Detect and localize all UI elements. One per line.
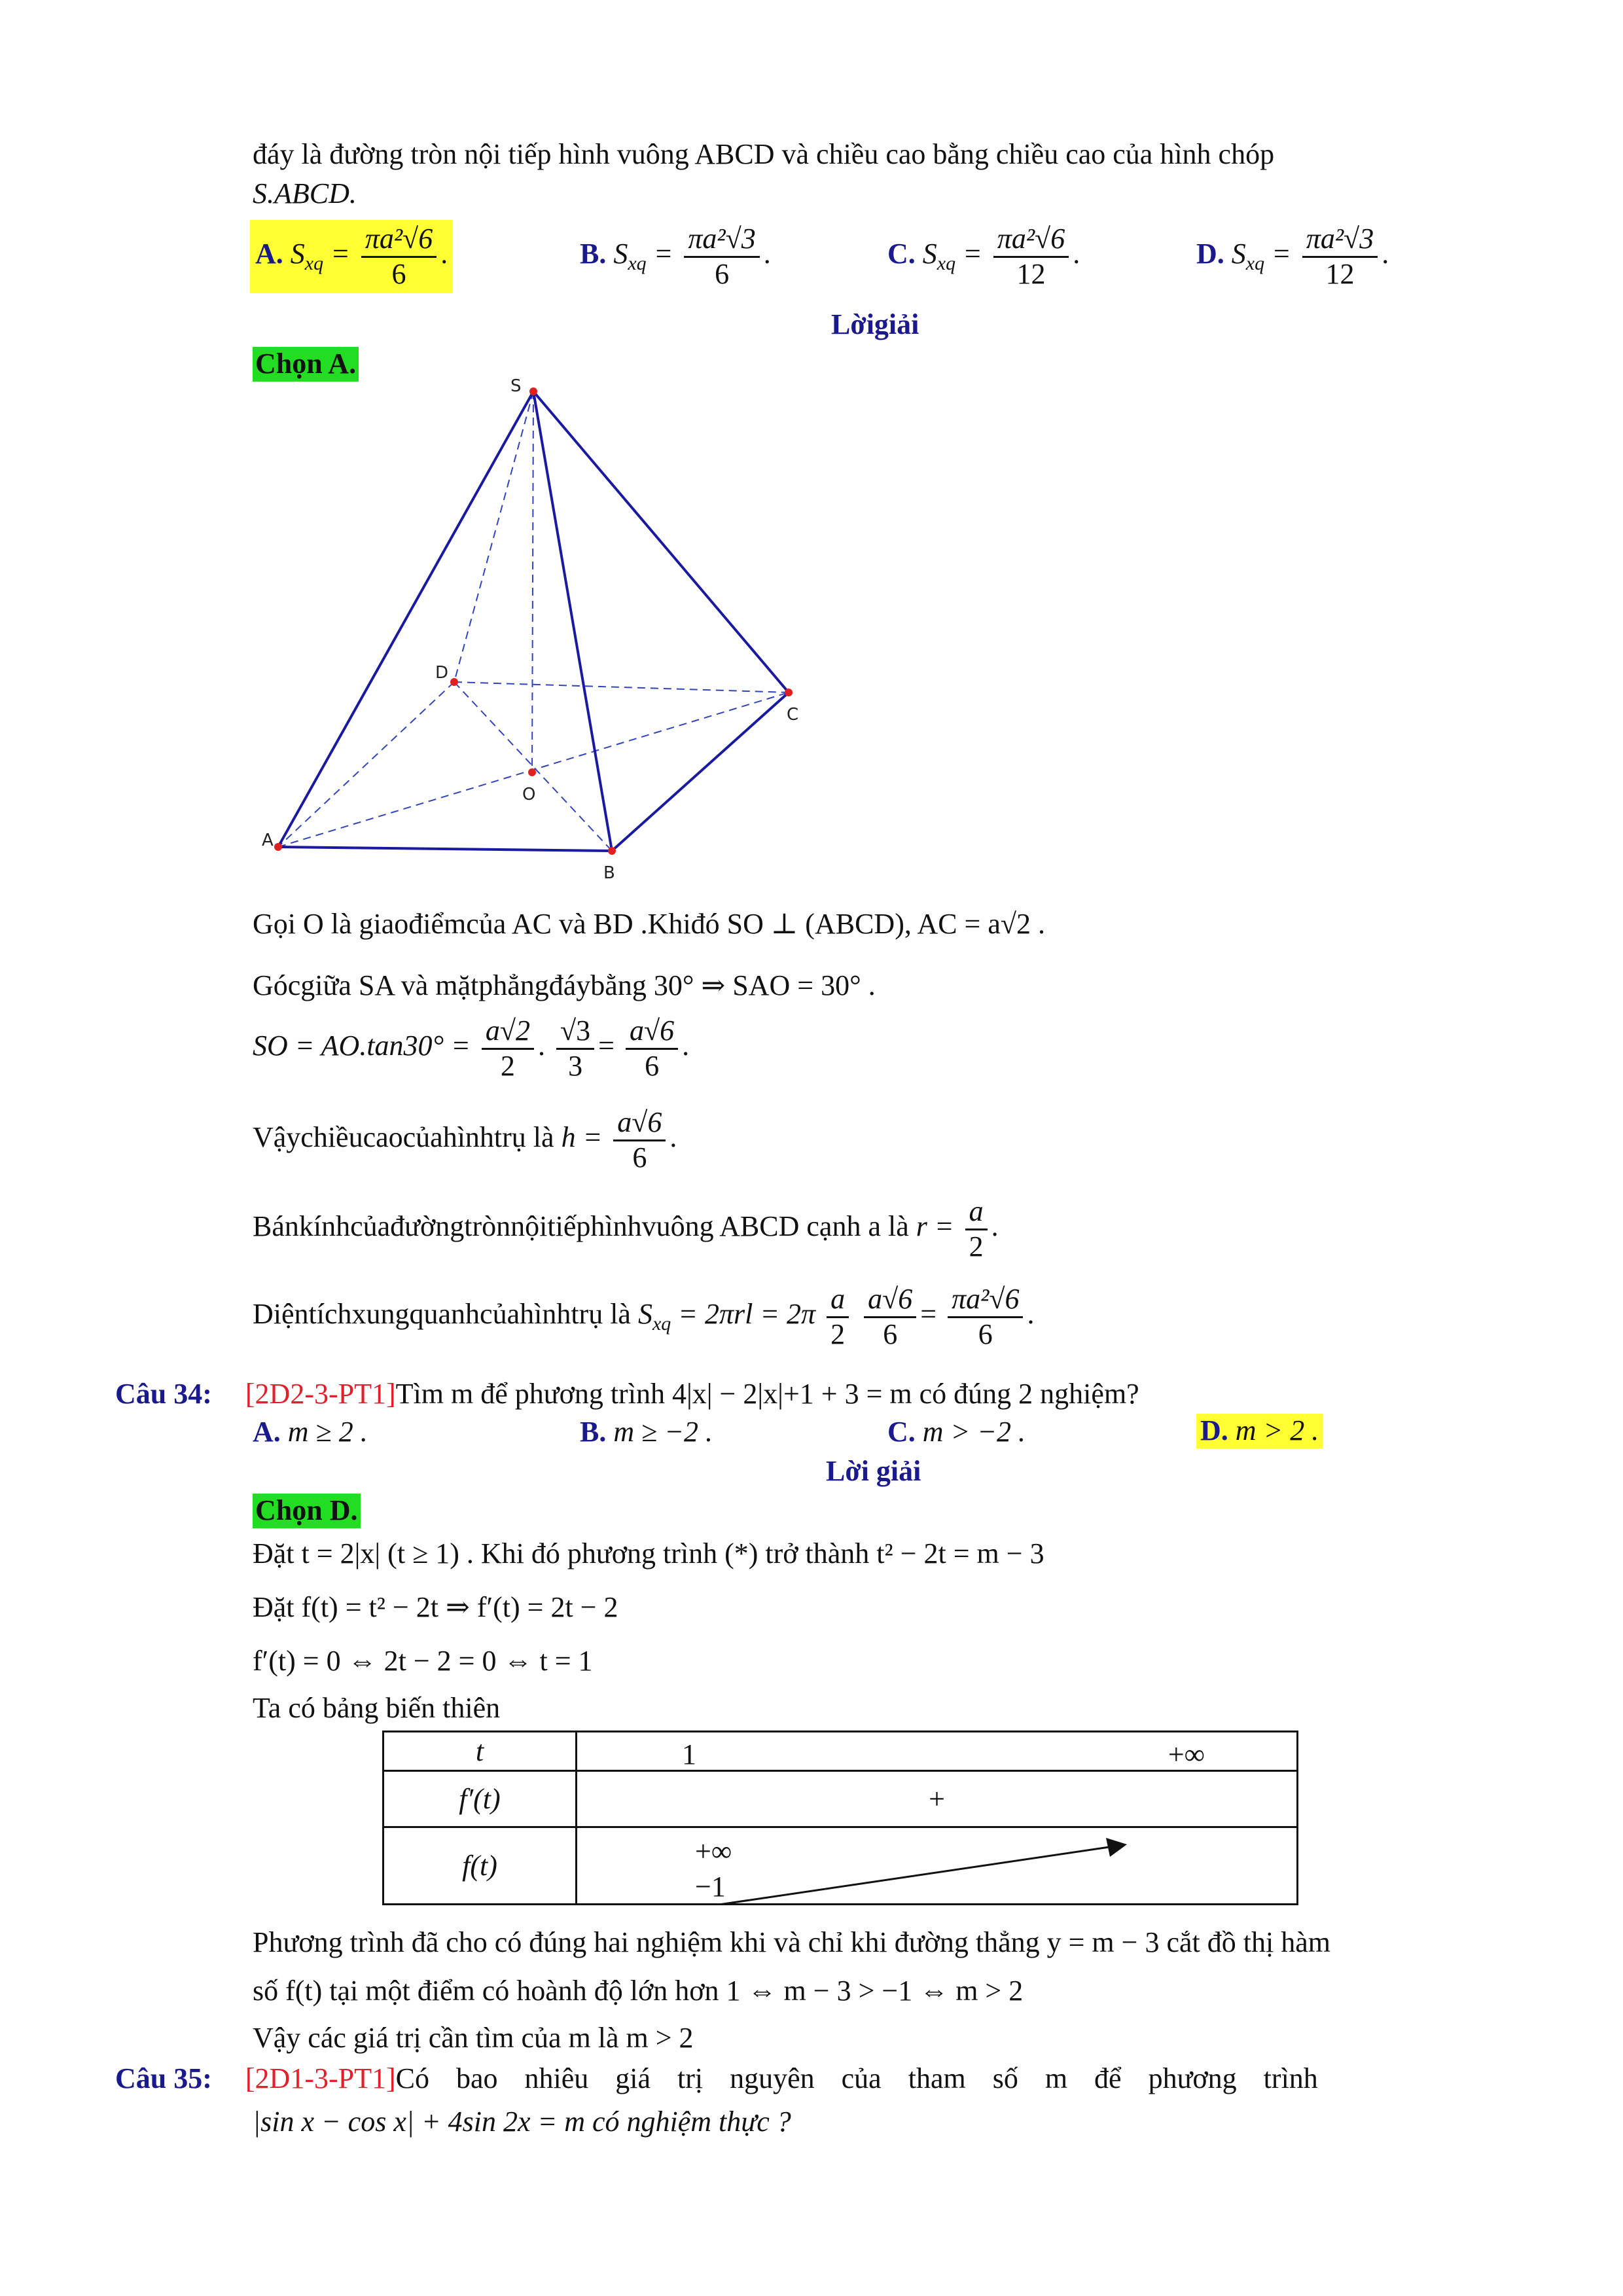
sol1-line-1: Gọi O là giaođiểmcủa AC và BD .Khiđó SO ⊥ (ABCD), AC = a√2 . (253, 908, 1046, 940)
sol1-h-num: a√6 (613, 1106, 666, 1141)
edge-bc (612, 692, 789, 851)
variation-table (382, 1731, 1298, 1905)
table-increase-arrow (577, 1828, 1304, 1905)
q34-label: Câu 34: (115, 1378, 212, 1410)
sol1-f1-num: a√2 (482, 1014, 534, 1050)
edge-sa (278, 391, 536, 847)
choice-d-den: 12 (1325, 257, 1355, 290)
choice-c-num: πa²√6 (993, 223, 1069, 258)
table-f-row (577, 1827, 1298, 1905)
sol1-line-3: SO = AO.tan30° = $\frac{a√2}{2}$ . $\frac{√3}{3}$ = $\frac{a√6}{6}$ . (253, 1014, 690, 1082)
q34-choice-d-val: m > 2 . (1235, 1414, 1319, 1446)
sol1-f1-den: 2 (500, 1049, 515, 1082)
choice-b-num: πa²√3 (684, 223, 759, 258)
choice-b-label: B. (580, 238, 607, 270)
q35-line-2: |sin x − cos x| + 4sin 2x = m có nghiệm thực ? (253, 2106, 791, 2138)
choice-d: D. $S_{xq}$ = $\frac{\text{πa²√3}}{12}$ . (1196, 223, 1389, 290)
q34-code: [2D2-3-PT1] (245, 1378, 396, 1410)
q35-code: [2D1-3-PT1] (245, 2062, 396, 2094)
label-d: D (435, 663, 449, 683)
q34-text: Tìm m để phương trình 4|x| − 2|x|+1 + 3 = m có đúng 2 nghiệm? (395, 1378, 1139, 1410)
sol1-f6-den: 6 (978, 1318, 993, 1350)
sol1-r-den: 2 (969, 1230, 984, 1263)
sol1-r-num: a (965, 1195, 988, 1230)
edge-sd (454, 391, 533, 682)
q34-choice-d-label: D. (1200, 1414, 1228, 1446)
table-f-bottom: −1 (695, 1871, 726, 1903)
solution-heading-1: Lờigiải (831, 308, 919, 340)
sol1-line-4-h: h = (561, 1121, 603, 1154)
choice-c-den: 12 (1016, 257, 1046, 290)
label-a: A (262, 831, 274, 850)
q34-choice-d (1196, 1414, 1323, 1448)
sol1-f5-den: 6 (883, 1318, 898, 1350)
sol1-f4-num: a (827, 1283, 849, 1318)
q34-choice-b-val: m ≥ −2 . (613, 1416, 713, 1448)
sol1-h-den: 6 (632, 1141, 647, 1174)
sol2-line-6: số f(t) tại một điểm có hoành độ lớn hơn 1 ⇔ m − 3 > −1 ⇔ m > 2 (253, 1975, 1024, 2007)
q35-line (115, 2062, 1512, 2096)
table-t-row (577, 1732, 1298, 1771)
choice-b-den: 6 (715, 257, 730, 290)
sol1-f3-den: 6 (645, 1049, 660, 1082)
intro-line-1: đáy là đường tròn nội tiếp hình vuông ABCD và chiều cao bằng chiều cao của hình chóp (253, 138, 1275, 170)
label-c: C (787, 705, 799, 725)
choice-c: C. $S_{xq}$ = $\frac{\text{πa²√6}}{12}$ . (887, 223, 1080, 290)
sol1-line-5-text: Bánkínhcủađườngtrònnộitiếphìnhvuông ABCD cạnh a là (253, 1210, 909, 1243)
pyramid-diagram (249, 373, 838, 897)
point-b (608, 847, 616, 855)
sol1-line-6-mid: = 2πrl = 2π (678, 1298, 816, 1331)
point-a (274, 843, 282, 851)
sol1-line-5: Bánkínhcủađườngtrònnộitiếphìnhvuông ABCD cạnh a là r = $\frac{a}{2}$ . (253, 1195, 999, 1263)
edge-da (278, 682, 454, 847)
sol2-line-2: Đặt f(t) = t² − 2t ⇒ f′(t) = 2t − 2 (253, 1591, 618, 1623)
q34-choice-a (253, 1415, 368, 1450)
label-b: B (603, 863, 615, 883)
choice-a: A. $S_{xq}$ = $\frac{\text{πa²√6}}{6}$ . (250, 220, 453, 293)
sol1-line-5-r: r = (916, 1210, 954, 1243)
table-head-f: f(t) (383, 1827, 577, 1905)
q34-choice-c (887, 1415, 1026, 1450)
chosen-answer-2: Chọn D. (253, 1494, 361, 1528)
sol2-line-5: Phương trình đã cho có đúng hai nghiệm khi và chỉ khi đường thẳng y = m − 3 cắt đồ thị hàm (253, 1926, 1330, 1958)
chosen-answer-1: Chọn A. (253, 347, 359, 382)
table-head-fprime: f′(t) (383, 1771, 577, 1827)
sol1-line-6-sub: xq (652, 1313, 671, 1335)
table-t-start: 1 (682, 1738, 696, 1770)
sol1-f2-den: 3 (568, 1049, 583, 1082)
sol1-line-3-lhs: SO = AO.tan30° = (253, 1030, 471, 1062)
choice-a-label: A. (255, 238, 283, 270)
edge-dc (454, 682, 789, 692)
q34-choice-c-val: m > −2 . (922, 1416, 1026, 1448)
sol2-line-7: Vậy các giá trị cần tìm của m là m > 2 (253, 2022, 694, 2054)
label-s: S (510, 376, 522, 396)
sol1-line-4: Vậychiềucaocủahìnhtrụ là h = $\frac{a√6}{6}$ . (253, 1106, 677, 1174)
sol1-line-6: Diệntíchxungquanhcủahìnhtrụ là $S_{xq} = 2\pi rl = 2\pi$ $\frac{a}{2}$ $\frac{a√6}{6}$ = $\frac{\text{πa²√6}}{6}$ . (253, 1283, 1035, 1350)
edge-so (532, 391, 533, 772)
label-o: O (522, 785, 536, 804)
intro-line-2: S.ABCD. (253, 177, 357, 209)
q34-choice-b-label: B. (580, 1416, 607, 1448)
point-o (528, 768, 536, 776)
sol1-line-4-text: Vậychiềucaocủahìnhtrụ là (253, 1121, 554, 1154)
sol2-line-1: Đặt t = 2|x| (t ≥ 1) . Khi đó phương trình (*) trở thành t² − 2t = m − 3 (253, 1537, 1044, 1570)
sol1-f3-num: a√6 (626, 1014, 678, 1050)
choice-d-num: πa²√3 (1302, 223, 1378, 258)
choice-a-den: 6 (391, 257, 406, 290)
table-fprime-sign: + (577, 1771, 1298, 1827)
choice-c-label: C. (887, 238, 916, 270)
table-head-t: t (383, 1732, 577, 1771)
solution-heading-2: Lời giải (826, 1455, 921, 1487)
q34-choice-a-val: m ≥ 2 . (287, 1416, 368, 1448)
q35-label: Câu 35: (115, 2062, 212, 2094)
q34-choice-a-label: A. (253, 1416, 281, 1448)
sol1-f4-den: 2 (830, 1318, 846, 1350)
q34-choice-c-label: C. (887, 1416, 916, 1448)
choice-b: B. $S_{xq}$ = $\frac{\text{πa²√3}}{6}$ . (580, 223, 771, 290)
choice-a-num: πa²√6 (361, 223, 437, 258)
sol1-f5-num: a√6 (864, 1283, 916, 1318)
q34-line (115, 1377, 1139, 1412)
point-c (785, 689, 793, 696)
sol2-line-3: f′(t) = 0 ⇔ 2t − 2 = 0 ⇔ t = 1 (253, 1645, 593, 1677)
sol2-line-4: Ta có bảng biến thiên (253, 1692, 501, 1724)
edge-ab (278, 847, 612, 851)
choice-d-label: D. (1196, 238, 1224, 270)
sol1-line-6-text: Diệntíchxungquanhcủahìnhtrụ là (253, 1298, 631, 1331)
table-t-end: +∞ (1168, 1738, 1205, 1770)
edge-sb (533, 391, 612, 851)
sol1-f6-num: πa²√6 (948, 1283, 1023, 1318)
q35-text: Có bao nhiêu giá trị nguyên của tham số m để phương trình (395, 2062, 1318, 2094)
sol1-f2-num: √3 (556, 1014, 594, 1050)
q34-choice-b (580, 1415, 713, 1450)
point-s (529, 387, 537, 395)
point-d (450, 678, 458, 686)
sol1-line-6-s: S (637, 1298, 652, 1331)
sol1-line-2: Gócgiữa SA và mặtphẳngđáybằng 30° ⇒ SAO = 30° . (253, 969, 876, 1001)
table-f-top: +∞ (695, 1835, 732, 1867)
edge-sc (533, 391, 789, 692)
